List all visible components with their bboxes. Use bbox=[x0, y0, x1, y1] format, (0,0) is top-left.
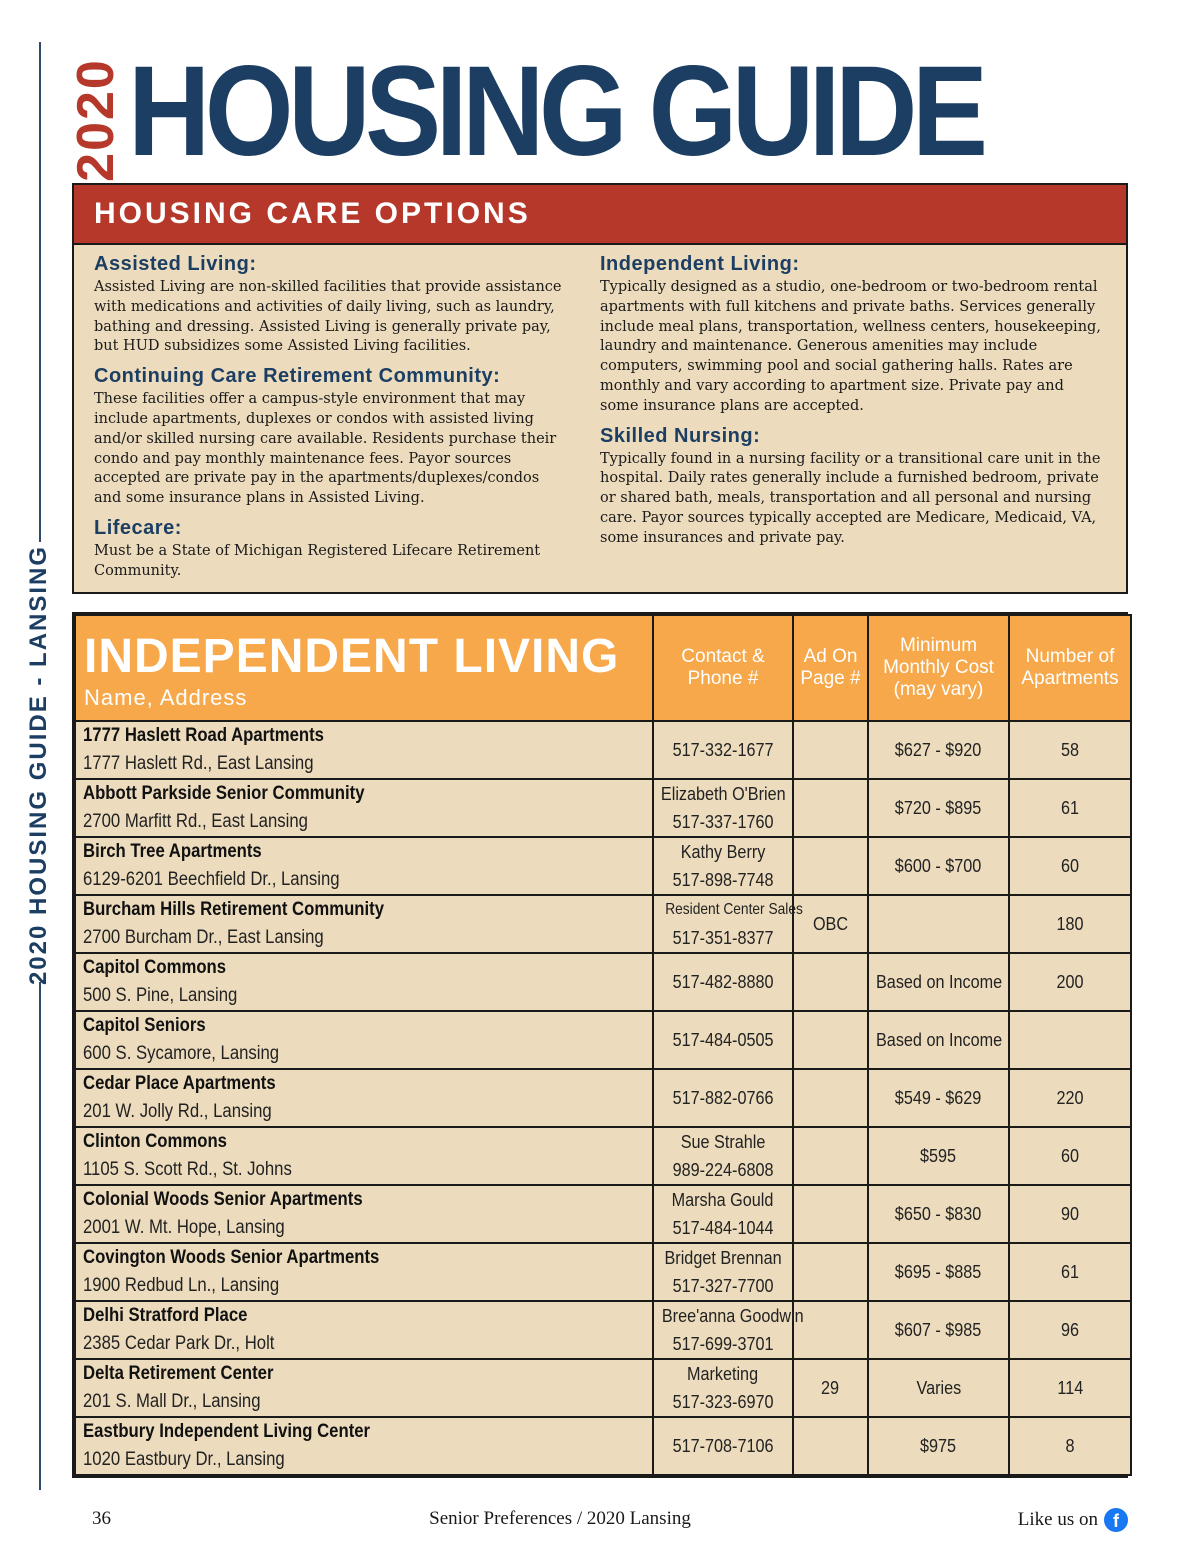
ad-page-cell bbox=[793, 1359, 868, 1417]
cost-cell bbox=[868, 1301, 1009, 1359]
facility-address: 1777 Haslett Rd., East Lansing bbox=[83, 753, 314, 774]
facility-name: Eastbury Independent Living Center bbox=[83, 1421, 371, 1442]
contact-cell bbox=[653, 1069, 793, 1127]
table-row bbox=[75, 1069, 1131, 1127]
ccrc-title: Continuing Care Retirement Community: bbox=[94, 365, 501, 388]
table-row bbox=[75, 1301, 1131, 1359]
table-row bbox=[75, 895, 1131, 953]
facility-name: Colonial Woods Senior Apartments bbox=[83, 1189, 363, 1210]
lifecare-text: Must be a State of Michigan Registered Lifecare Retirement Community. bbox=[94, 542, 541, 579]
contact-name: Marsha Gould bbox=[672, 1190, 774, 1210]
apartment-count: 60 bbox=[1060, 856, 1080, 876]
facility-address: 2001 W. Mt. Hope, Lansing bbox=[83, 1217, 285, 1238]
apartments-cell bbox=[1009, 837, 1131, 895]
care-column-right bbox=[600, 253, 1106, 590]
facility-name: Delhi Stratford Place bbox=[83, 1305, 248, 1326]
table-row bbox=[75, 1011, 1131, 1069]
contact-cell bbox=[653, 895, 803, 953]
contact-cell bbox=[653, 1359, 793, 1417]
like-us-link[interactable] bbox=[1018, 1508, 1128, 1532]
column-header-ad: Ad On Page # bbox=[793, 615, 868, 721]
facility-name: Birch Tree Apartments bbox=[83, 841, 262, 862]
cost-cell bbox=[868, 1243, 1009, 1301]
phone-number: 517-332-1677 bbox=[672, 740, 774, 760]
facility-address: 2700 Burcham Dr., East Lansing bbox=[83, 927, 324, 948]
table-row bbox=[75, 1185, 1131, 1243]
apartment-count: 61 bbox=[1060, 798, 1080, 818]
phone-number: 517-482-8880 bbox=[672, 972, 774, 992]
contact-cell bbox=[653, 1127, 793, 1185]
monthly-cost: $975 bbox=[920, 1436, 957, 1456]
table-row bbox=[75, 1359, 1131, 1417]
facility-cell bbox=[75, 1417, 653, 1475]
monthly-cost: $549 - $629 bbox=[895, 1088, 982, 1108]
facility-address: 6129-6201 Beechfield Dr., Lansing bbox=[83, 869, 340, 890]
contact-name: Marketing bbox=[687, 1364, 759, 1384]
facility-name: Abbott Parkside Senior Community bbox=[83, 783, 365, 804]
facility-address: 1020 Eastbury Dr., Lansing bbox=[83, 1449, 285, 1470]
contact-cell bbox=[653, 837, 793, 895]
contact-cell bbox=[653, 1243, 793, 1301]
contact-cell bbox=[653, 1011, 793, 1069]
facility-cell bbox=[75, 1011, 653, 1069]
ad-page-cell bbox=[793, 1185, 868, 1243]
facility-cell bbox=[75, 1359, 653, 1417]
apartment-count: 114 bbox=[1057, 1378, 1083, 1398]
facility-address: 1900 Redbud Ln., Lansing bbox=[83, 1275, 280, 1296]
phone-number: 517-327-7700 bbox=[672, 1276, 774, 1296]
ad-page-cell bbox=[793, 1301, 868, 1359]
facility-name: Cedar Place Apartments bbox=[83, 1073, 276, 1094]
ad-page-cell bbox=[793, 1243, 868, 1301]
phone-number: 517-337-1760 bbox=[672, 812, 774, 832]
facility-cell bbox=[75, 953, 653, 1011]
monthly-cost: $600 - $700 bbox=[895, 856, 982, 876]
contact-cell bbox=[653, 1301, 804, 1359]
contact-cell bbox=[653, 779, 793, 837]
contact-cell bbox=[653, 953, 793, 1011]
facility-address: 201 W. Jolly Rd., Lansing bbox=[83, 1101, 272, 1122]
cost-cell bbox=[868, 1069, 1009, 1127]
publication-name: Senior Preferences / 2020 Lansing bbox=[429, 1508, 691, 1529]
apartments-cell bbox=[1009, 895, 1131, 953]
ad-page-cell bbox=[793, 1069, 868, 1127]
monthly-cost: $607 - $985 bbox=[895, 1320, 982, 1340]
cost-cell bbox=[868, 1417, 1009, 1475]
care-options-heading: HOUSING CARE OPTIONS bbox=[94, 197, 531, 230]
page-number: 36 bbox=[92, 1508, 111, 1529]
independent-living-table bbox=[72, 612, 1128, 1478]
table-header-row bbox=[75, 615, 1131, 721]
cost-cell bbox=[868, 1011, 1009, 1069]
facility-address: 600 S. Sycamore, Lansing bbox=[83, 1043, 280, 1064]
facility-address: 2385 Cedar Park Dr., Holt bbox=[83, 1333, 275, 1354]
apartment-count: 180 bbox=[1056, 914, 1084, 934]
apartment-count: 200 bbox=[1056, 972, 1084, 992]
phone-number: 517-708-7106 bbox=[672, 1436, 774, 1456]
skilled-nursing-title: Skilled Nursing: bbox=[600, 424, 761, 447]
phone-number: 517-351-8377 bbox=[672, 928, 774, 948]
contact-name: Kathy Berry bbox=[680, 842, 766, 862]
ad-page-cell bbox=[793, 837, 868, 895]
monthly-cost: $595 bbox=[920, 1146, 957, 1166]
apartments-cell bbox=[1009, 1127, 1131, 1185]
ad-page-cell bbox=[793, 721, 868, 779]
cost-cell bbox=[868, 779, 1009, 837]
contact-name: Elizabeth O'Brien bbox=[660, 784, 786, 804]
cost-cell bbox=[868, 1127, 1009, 1185]
assisted-living-title: Assisted Living: bbox=[94, 253, 257, 275]
apartments-cell bbox=[1009, 721, 1131, 779]
ad-page-cell bbox=[793, 1011, 868, 1069]
monthly-cost: Varies bbox=[916, 1378, 961, 1398]
phone-number: 517-882-0766 bbox=[672, 1088, 774, 1108]
apartment-count: 8 bbox=[1065, 1436, 1075, 1456]
apartment-count: 60 bbox=[1060, 1146, 1080, 1166]
facility-address: 2700 Marfitt Rd., East Lansing bbox=[83, 811, 308, 832]
cost-cell bbox=[868, 953, 1009, 1011]
phone-number: 517-323-6970 bbox=[672, 1392, 774, 1412]
facility-cell bbox=[75, 837, 653, 895]
care-options-header bbox=[74, 185, 1126, 245]
facebook-icon[interactable]: f bbox=[1104, 1508, 1128, 1532]
table-row bbox=[75, 1127, 1131, 1185]
facility-cell bbox=[75, 1301, 653, 1359]
facility-name: Capitol Commons bbox=[83, 957, 227, 978]
ad-page-cell bbox=[793, 953, 868, 1011]
apartment-count: 61 bbox=[1060, 1262, 1080, 1282]
table-row bbox=[75, 721, 1131, 779]
table-row bbox=[75, 1417, 1131, 1475]
facility-cell bbox=[75, 895, 653, 953]
facility-cell bbox=[75, 1185, 653, 1243]
page-header bbox=[66, 30, 1136, 183]
monthly-cost: Based on Income bbox=[876, 972, 1003, 992]
monthly-cost: Based on Income bbox=[876, 1030, 1003, 1050]
facility-name: Burcham Hills Retirement Community bbox=[83, 899, 385, 920]
apartments-cell bbox=[1009, 1301, 1131, 1359]
facility-name: Capitol Seniors bbox=[83, 1015, 206, 1036]
table-title-cell bbox=[75, 615, 653, 721]
phone-number: 989-224-6808 bbox=[672, 1160, 774, 1180]
facility-address: 201 S. Mall Dr., Lansing bbox=[83, 1391, 261, 1412]
facility-name: Covington Woods Senior Apartments bbox=[83, 1247, 380, 1268]
table-row bbox=[75, 779, 1131, 837]
assisted-living-text: Assisted Living are non-skilled facilities that provide assistance with medications and activities of daily living, such as laundry, bathing and dressing. Assisted Living is generally private pay, but HUD subsidizes some Assisted Living facilities. bbox=[94, 279, 562, 355]
ad-page: 29 bbox=[821, 1378, 840, 1398]
header-year: 2020 bbox=[67, 58, 125, 182]
independent-living-text: Typically designed as a studio, one-bedroom or two-bedroom rental apartments with full kitchens and private baths. Services generally include meal plans, transportation, wellness centers, housekeeping, laundry and maintenance. Generous amenities may include computers, swimming pool and social gathering halls. Rates are monthly and vary according to apartment size. Private pay and some insurance plans are accepted. bbox=[600, 279, 1101, 414]
like-us-text: Like us on bbox=[1017, 1509, 1098, 1530]
facility-cell bbox=[75, 721, 653, 779]
monthly-cost: $627 - $920 bbox=[895, 740, 982, 760]
side-label: 2020 HOUSING GUIDE - LANSING bbox=[25, 544, 52, 986]
apartments-cell bbox=[1009, 1011, 1131, 1069]
table-title: INDEPENDENT LIVING bbox=[84, 630, 620, 683]
monthly-cost: $650 - $830 bbox=[895, 1204, 982, 1224]
rail-divider-top bbox=[39, 42, 41, 542]
cost-cell bbox=[868, 895, 1009, 953]
cost-cell bbox=[868, 837, 1009, 895]
column-header-contact: Contact & Phone # bbox=[653, 615, 793, 721]
column-header-apartments: Number of Apartments bbox=[1009, 615, 1131, 721]
column-header-cost: Minimum Monthly Cost (may vary) bbox=[868, 615, 1009, 721]
facility-name: 1777 Haslett Road Apartments bbox=[83, 725, 324, 746]
apartment-count: 90 bbox=[1060, 1204, 1080, 1224]
cost-cell bbox=[868, 1185, 1009, 1243]
facility-name: Delta Retirement Center bbox=[83, 1363, 274, 1384]
apartment-count: 220 bbox=[1056, 1088, 1084, 1108]
independent-living-title: Independent Living: bbox=[600, 253, 800, 275]
apartments-cell bbox=[1009, 1185, 1131, 1243]
rail-divider-bottom bbox=[39, 982, 41, 1490]
contact-cell bbox=[653, 721, 793, 779]
apartment-count: 96 bbox=[1060, 1320, 1080, 1340]
cost-cell bbox=[868, 721, 1009, 779]
lifecare-title: Lifecare: bbox=[94, 516, 182, 539]
ad-page: OBC bbox=[812, 914, 849, 934]
apartments-cell bbox=[1009, 953, 1131, 1011]
monthly-cost: $720 - $895 bbox=[895, 798, 982, 818]
apartments-cell bbox=[1009, 779, 1131, 837]
facility-cell bbox=[75, 779, 653, 837]
ad-page-cell bbox=[793, 779, 868, 837]
care-options-box bbox=[72, 183, 1128, 594]
ad-page-cell bbox=[793, 1127, 868, 1185]
facility-cell bbox=[75, 1069, 653, 1127]
facility-name: Clinton Commons bbox=[83, 1131, 227, 1152]
ccrc-text: These facilities offer a campus-style environment that may include apartments, duplexes or condos with assisted living and/or skilled nursing care available. Residents purchase their condo and pay monthly maintenance fees. Payor sources accepted are private pay in the apartments/duplexes/condos and some insurance plans in Assisted Living. bbox=[94, 391, 557, 507]
phone-number: 517-898-7748 bbox=[672, 870, 774, 890]
phone-number: 517-699-3701 bbox=[672, 1334, 774, 1354]
cost-cell bbox=[868, 1359, 1009, 1417]
contact-name: Sue Strahle bbox=[680, 1132, 766, 1152]
table-subtitle: Name, Address bbox=[84, 685, 248, 710]
contact-name: Bridget Brennan bbox=[664, 1248, 782, 1268]
page-footer bbox=[0, 1508, 1200, 1534]
monthly-cost: $695 - $885 bbox=[895, 1262, 982, 1282]
facility-address: 1105 S. Scott Rd., St. Johns bbox=[83, 1159, 292, 1180]
apartments-cell bbox=[1009, 1417, 1131, 1475]
apartments-cell bbox=[1009, 1243, 1131, 1301]
care-column-left bbox=[94, 253, 600, 590]
facility-cell bbox=[75, 1243, 653, 1301]
ad-page-cell bbox=[793, 895, 868, 953]
page-title: HOUSING GUIDE bbox=[128, 40, 983, 183]
contact-name: Bree'anna Goodwin bbox=[661, 1306, 804, 1326]
table-row bbox=[75, 1243, 1131, 1301]
contact-cell bbox=[653, 1417, 793, 1475]
ad-page-cell bbox=[793, 1417, 868, 1475]
contact-cell bbox=[653, 1185, 793, 1243]
phone-number: 517-484-1044 bbox=[672, 1218, 774, 1238]
apartments-cell bbox=[1009, 1069, 1131, 1127]
skilled-nursing-text: Typically found in a nursing facility or a transitional care unit in the hospital. Daily rates generally include a furnished bedroom, private or shared bath, meals, transportation and all personal and nursing care. Payor sources typically accepted are Medicare, Medicaid, VA, some insurances and private pay. bbox=[600, 450, 1101, 546]
apartments-cell bbox=[1009, 1359, 1131, 1417]
table-row bbox=[75, 953, 1131, 1011]
apartment-count: 58 bbox=[1060, 740, 1080, 760]
contact-name: Resident Center Sales bbox=[665, 901, 803, 918]
facility-cell bbox=[75, 1127, 653, 1185]
phone-number: 517-484-0505 bbox=[672, 1030, 774, 1050]
table-row bbox=[75, 837, 1131, 895]
facility-address: 500 S. Pine, Lansing bbox=[83, 985, 238, 1006]
